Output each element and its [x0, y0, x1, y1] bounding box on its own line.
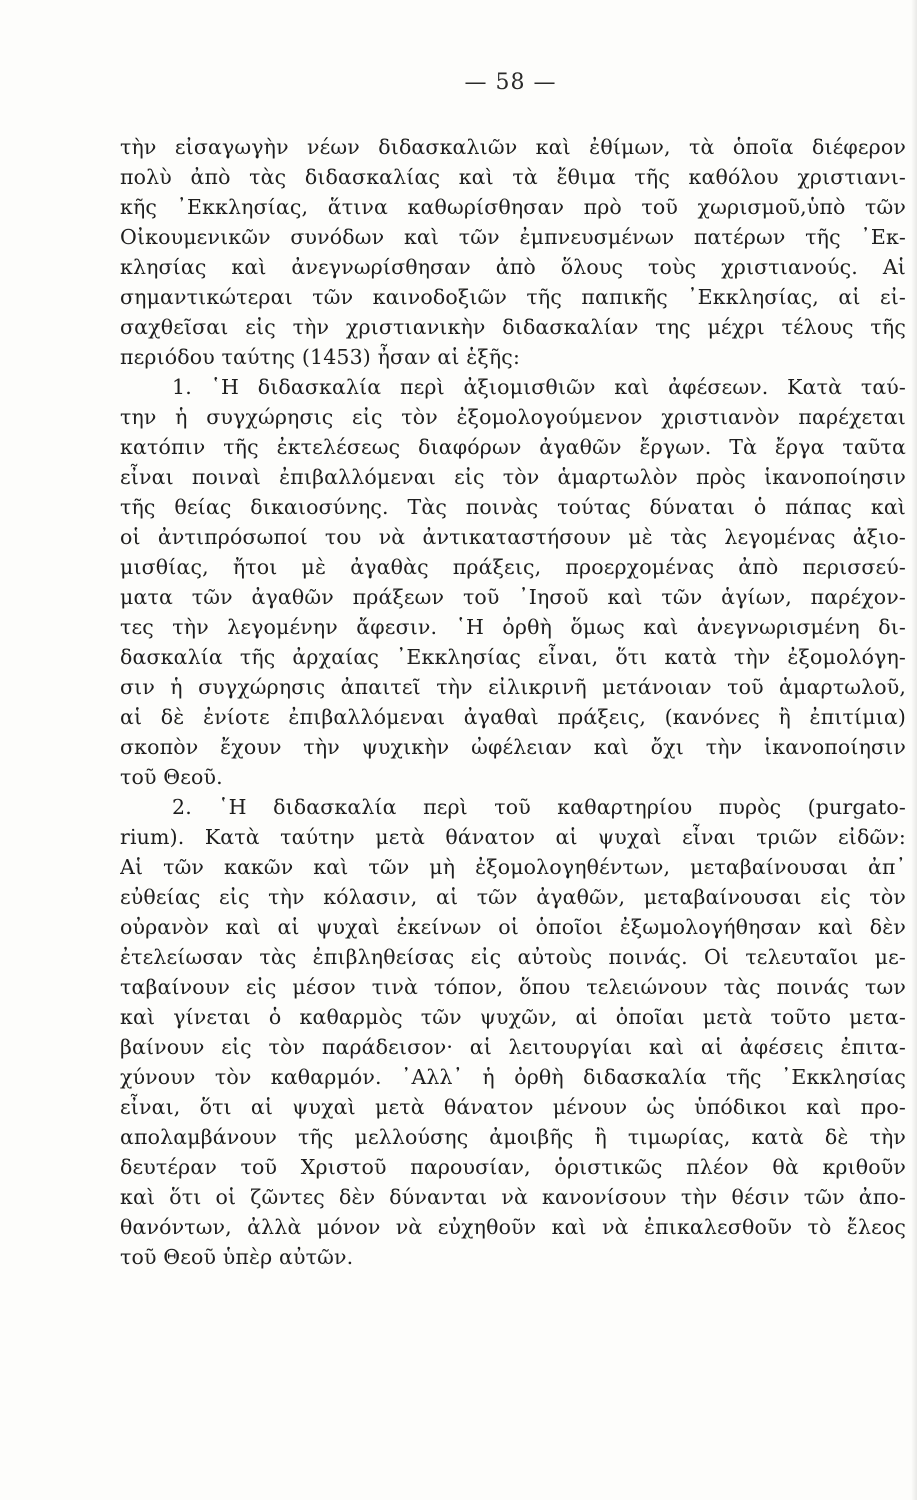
- text-line: σαχθεῖσαι εἰς τὴν χριστιανικὴν διδασκαλίαν της μέχρι τέλους τῆς: [120, 315, 906, 339]
- text-line: τες τὴν λεγομένην ἄφεσιν. ῾Η ὀρθὴ ὅμως καὶ ἀνεγνωρισμένη δι-: [120, 615, 906, 639]
- text-line: σημαντικώτεραι τῶν καινοδοξιῶν τῆς παπικῆς ᾿Εκκλησίας, αἱ εἰ-: [120, 285, 906, 309]
- text-line: καὶ ὅτι οἱ ζῶντες δὲν δύνανται νὰ κανονίσουν τὴν θέσιν τῶν ἀπο-: [120, 1185, 906, 1209]
- text-line: κατόπιν τῆς ἐκτελέσεως διαφόρων ἀγαθῶν ἔργων. Τὰ ἔργα ταῦτα: [120, 435, 906, 459]
- text-line: 1. ῾Η διδασκαλία περὶ ἀξιομισθιῶν καὶ ἀφέσεων. Κατὰ ταύ-: [172, 375, 906, 399]
- text-line: καὶ γίνεται ὁ καθαρμὸς τῶν ψυχῶν, αἱ ὁποῖαι μετὰ τοῦτο μετα-: [120, 1005, 906, 1029]
- text-line: δευτέραν τοῦ Χριστοῦ παρουσίαν, ὁριστικῶς πλέον θὰ κριθοῦν: [120, 1155, 906, 1179]
- text-line: Οἰκουμενικῶν συνόδων καὶ τῶν ἐμπνευσμένων πατέρων τῆς ᾿Εκ-: [120, 225, 906, 249]
- text-line: κλησίας καὶ ἀνεγνωρίσθησαν ἀπὸ ὅλους τοὺς χριστιανούς. Αἱ: [120, 255, 906, 279]
- text-line: περιόδου ταύτης (1453) ἦσαν αἱ ἑξῆς:: [120, 345, 520, 369]
- text-line: αἱ δὲ ἐνίοτε ἐπιβαλλόμεναι ἀγαθαὶ πράξεις, (κανόνες ἢ ἐπιτίμια): [120, 705, 906, 729]
- page-number: — 58 —: [464, 70, 557, 95]
- text-line: εἶναι, ὅτι αἱ ψυχαὶ μετὰ θάνατον μένουν ὡς ὑπόδικοι καὶ προ-: [120, 1095, 906, 1119]
- page-edge-shadow: [911, 0, 917, 1500]
- text-line: τὴν εἰσαγωγὴν νέων διδασκαλιῶν καὶ ἐθίμων, τὰ ὁποῖα διέφερον: [120, 135, 906, 159]
- text-line: 2. ῾Η διδασκαλία περὶ τοῦ καθαρτηρίου πυρὸς (purgato-: [172, 795, 906, 819]
- text-line: εὐθείας εἰς τὴν κόλασιν, αἱ τῶν ἀγαθῶν, μεταβαίνουσαι εἰς τὸν: [120, 885, 906, 909]
- text-line: την ἡ συγχώρησις εἰς τὸν ἐξομολογούμενον χριστιανὸν παρέχεται: [120, 405, 906, 429]
- text-line: Αἱ τῶν κακῶν καὶ τῶν μὴ ἐξομολογηθέντων, μεταβαίνουσαι ἀπ᾿: [120, 855, 906, 879]
- text-line: κῆς ᾿Εκκλησίας, ἅτινα καθωρίσθησαν πρὸ τοῦ χωρισμοῦ,ὑπὸ τῶν: [120, 195, 906, 219]
- text-line: πολὺ ἀπὸ τὰς διδασκαλίας καὶ τὰ ἔθιμα τῆς καθόλου χριστιανι-: [120, 165, 906, 189]
- text-line: μισθίας, ἤτοι μὲ ἀγαθὰς πράξεις, προερχομένας ἀπὸ περισσεύ-: [120, 555, 906, 579]
- text-line: ματα τῶν ἀγαθῶν πράξεων τοῦ ᾿Ιησοῦ καὶ τῶν ἁγίων, παρέχον-: [120, 585, 906, 609]
- text-line: ταβαίνουν εἰς μέσον τινὰ τόπον, ὅπου τελειώνουν τὰς ποινάς των: [120, 975, 906, 999]
- text-line: εἶναι ποιναὶ ἐπιβαλλόμεναι εἰς τὸν ἁμαρτωλὸν πρὸς ἱκανοποίησιν: [120, 465, 906, 489]
- text-line: απολαμβάνουν τῆς μελλούσης ἀμοιβῆς ἢ τιμωρίας, κατὰ δὲ τὴν: [120, 1125, 906, 1149]
- text-line: τοῦ Θεοῦ ὑπὲρ αὐτῶν.: [120, 1245, 354, 1269]
- text-line: σκοπὸν ἔχουν τὴν ψυχικὴν ὠφέλειαν καὶ ὄχι τὴν ἱκανοποίησιν: [120, 735, 906, 759]
- text-line: θανόντων, ἀλλὰ μόνον νὰ εὐχηθοῦν καὶ νὰ ἐπικαλεσθοῦν τὸ ἔλεος: [120, 1215, 906, 1239]
- text-line: οἱ ἀντιπρόσωποί του νὰ ἀντικαταστήσουν μὲ τὰς λεγομένας ἀξιο-: [120, 525, 906, 549]
- text-line: βαίνουν εἰς τὸν παράδεισον· αἱ λειτουργίαι καὶ αἱ ἀφέσεις ἐπιτα-: [120, 1035, 906, 1059]
- text-line: σιν ἡ συγχώρησις ἀπαιτεῖ τὴν εἰλικρινῆ μετάνοιαν τοῦ ἁμαρτωλοῦ,: [120, 675, 906, 699]
- text-line: χύνουν τὸν καθαρμόν. ᾿Αλλ᾿ ἡ ὀρθὴ διδασκαλία τῆς ᾿Εκκλησίας: [120, 1065, 906, 1089]
- text-line: τοῦ Θεοῦ.: [120, 765, 223, 789]
- text-line: οὐρανὸν καὶ αἱ ψυχαὶ ἐκείνων οἱ ὁποῖοι ἐξωμολογήθησαν καὶ δὲν: [120, 915, 906, 939]
- text-line: δασκαλία τῆς ἀρχαίας ᾿Εκκλησίας εἶναι, ὅτι κατὰ τὴν ἐξομολόγη-: [120, 645, 906, 669]
- body-text: [120, 132, 906, 1272]
- text-line: τῆς θείας δικαιοσύνης. Τὰς ποινὰς τούτας δύναται ὁ πάπας καὶ: [120, 495, 906, 519]
- text-line: ἐτελείωσαν τὰς ἐπιβληθείσας εἰς αὐτοὺς ποινάς. Οἱ τελευταῖοι με-: [120, 945, 906, 969]
- text-line: rium). Κατὰ ταύτην μετὰ θάνατον αἱ ψυχαὶ εἶναι τριῶν εἰδῶν:: [120, 825, 906, 849]
